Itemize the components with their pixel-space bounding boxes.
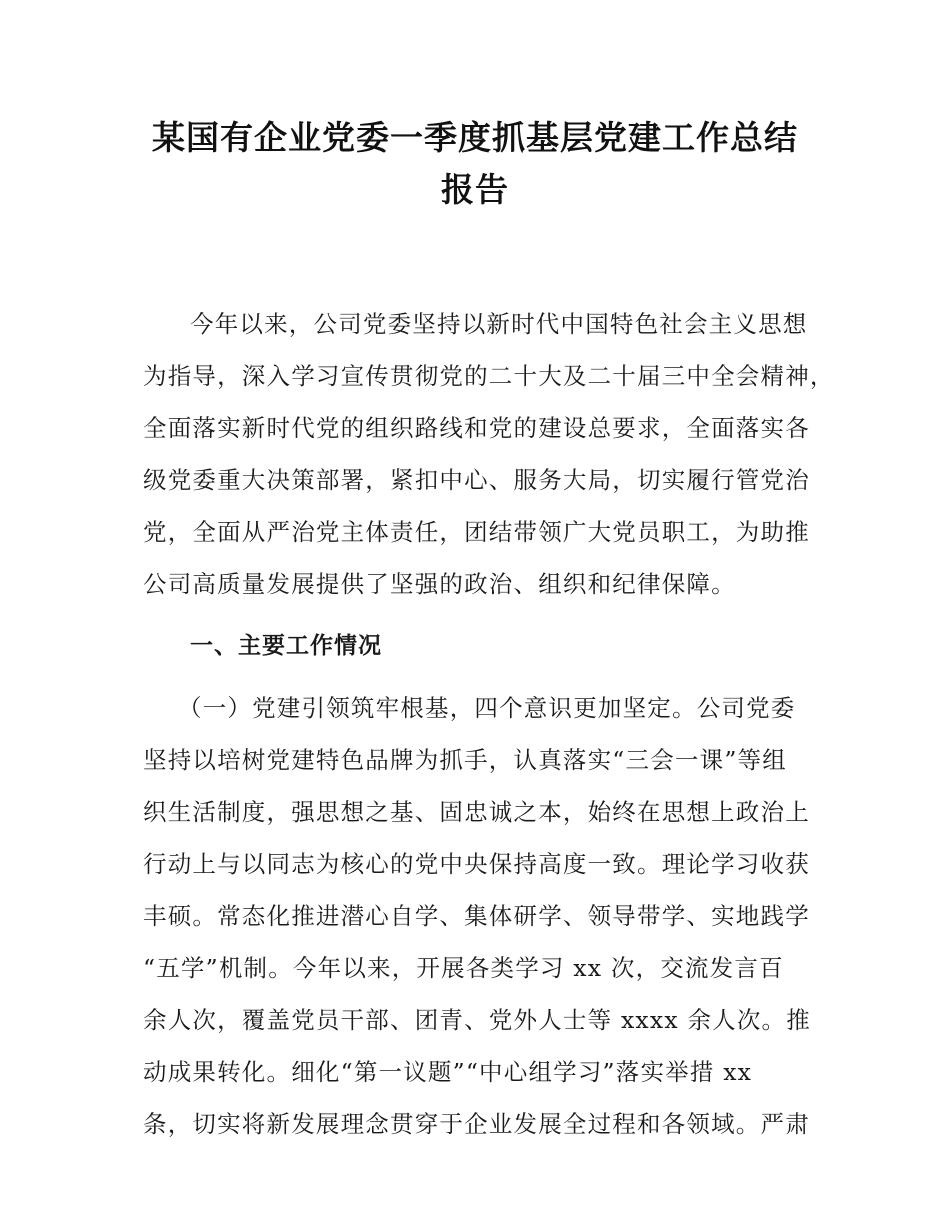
paragraph-line: 丰硕。常态化推进潜心自学、集体研学、领导带学、实地践学 — [143, 902, 810, 930]
title-line-1: 某国有企业党委一季度抓基层党建工作总结 — [152, 118, 798, 157]
intro-line: 今年以来，公司党委坚持以新时代中国特色社会主义思想 — [190, 310, 808, 338]
intro-line: 全面落实新时代党的组织路线和党的建设总要求，全面落实各 — [143, 414, 810, 442]
document-body — [143, 298, 835, 1150]
intro-line: 党，全面从严治党主体责任，团结带领广大党员职工，为助推 — [143, 518, 810, 546]
paragraph-line: 行动上与以同志为核心的党中央保持高度一致。理论学习收获 — [143, 850, 810, 878]
document-title — [0, 112, 950, 216]
title-line-2: 报告 — [441, 170, 509, 209]
paragraph-line: 动成果转化。细化“第一议题”“中心组学习”落实举措 xx — [143, 1058, 753, 1086]
intro-line: 级党委重大决策部署，紧扣中心、服务大局，切实履行管党治 — [143, 466, 810, 494]
section-heading: 一、主要工作情况 — [190, 633, 382, 659]
paragraph-1 — [143, 682, 823, 1150]
intro-paragraph — [143, 298, 835, 610]
paragraph-line: 余人次，覆盖党员干部、团青、党外人士等 xxxx 余人次。推 — [143, 1006, 811, 1034]
paragraph-line: （一）党建引领筑牢根基，四个意识更加坚定。公司党委 — [178, 694, 796, 722]
intro-line: 公司高质量发展提供了坚强的政治、组织和纪律保障。 — [143, 570, 736, 598]
paragraph-line: 坚持以培树党建特色品牌为抓手，认真落实“三会一课”等组 — [143, 746, 787, 774]
paragraph-line: “五学”机制。今年以来，开展各类学习 xx 次，交流发言百 — [143, 954, 784, 982]
intro-line: 为指导，深入学习宣传贯彻党的二十大及二十届三中全会精神， — [143, 362, 835, 390]
paragraph-line: 织生活制度，强思想之基、固忠诚之本，始终在思想上政治上 — [143, 798, 810, 826]
paragraph-line: 条，切实将新发展理念贯穿于企业发展全过程和各领域。严肃 — [143, 1110, 810, 1138]
